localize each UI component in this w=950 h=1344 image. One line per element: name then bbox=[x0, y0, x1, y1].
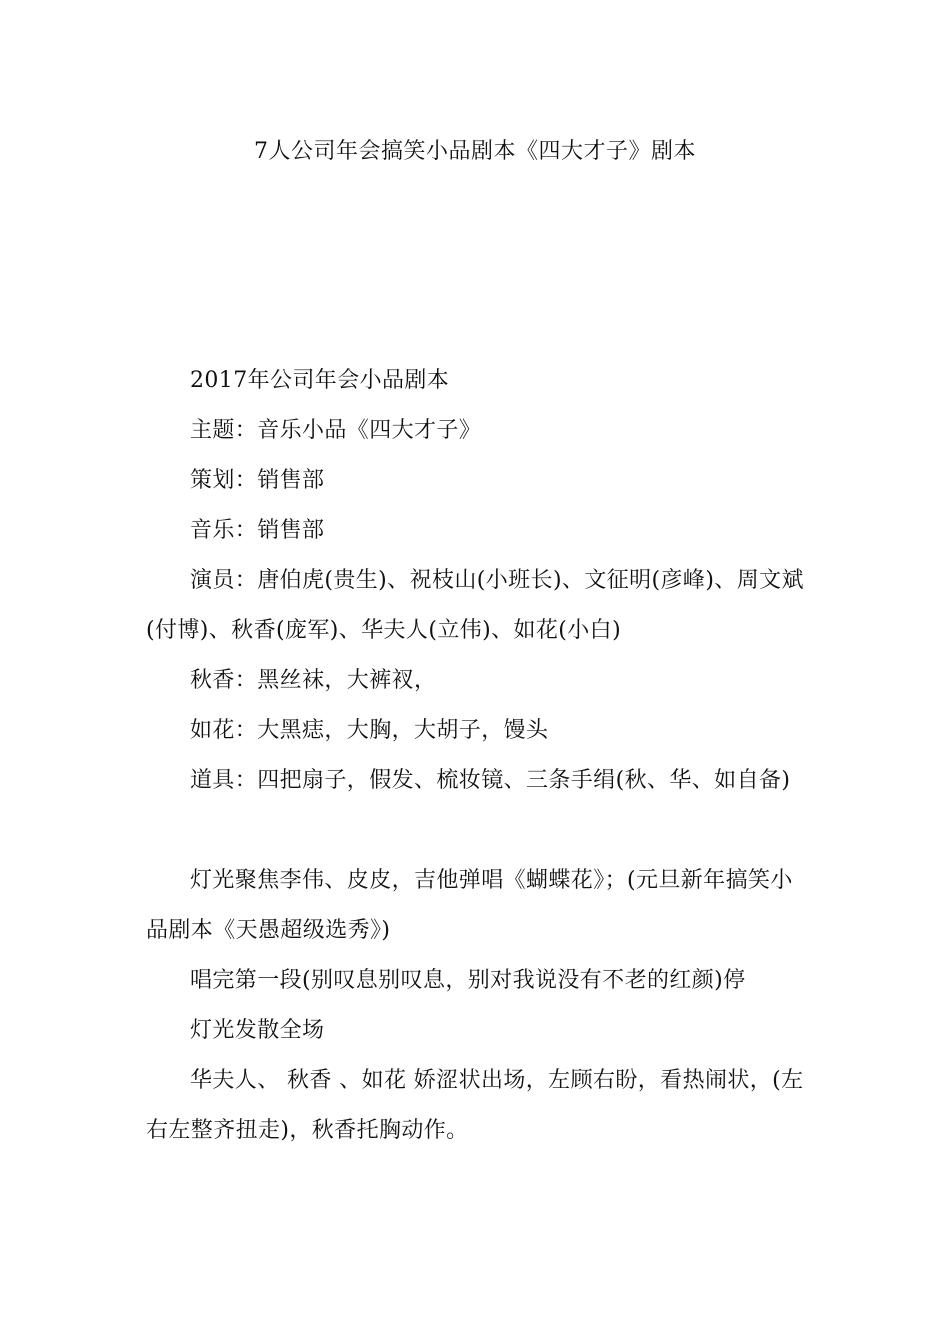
paragraph-planning: 策划：销售部 bbox=[190, 468, 325, 493]
paragraph-lighting-focus: 灯光聚焦李伟、皮皮，吉他弹唱《蝴蝶花》；(元旦新年搞笑小品剧本《天愚超级选秀》) bbox=[146, 868, 793, 943]
paragraph-music: 音乐：销售部 bbox=[190, 518, 325, 543]
paragraph-ruhua: 如花：大黑痣，大胸，大胡子，馒头 bbox=[190, 718, 549, 743]
paragraph-qiuxiang: 秋香：黑丝袜，大裤衩， bbox=[190, 668, 437, 693]
paragraph-entrance: 华夫人、 秋香 、如花 娇涩状出场，左顾右盼，看热闹状，(左右左整齐扭走)，秋香托胸动作。 bbox=[146, 1068, 804, 1143]
paragraph-song-pause: 唱完第一段(别叹息别叹息，别对我说没有不老的红颜)停 bbox=[190, 968, 746, 993]
paragraph-lighting-spread: 灯光发散全场 bbox=[190, 1018, 325, 1043]
paragraph-cast: 演员：唐伯虎(贵生)、祝枝山(小班长)、文征明(彦峰)、周文斌(付博)、秋香(庞军)、华夫人(立伟)、如花(小白) bbox=[146, 568, 804, 643]
paragraph-heading: 2017年公司年会小品剧本 bbox=[190, 368, 450, 393]
paragraph-theme: 主题：音乐小品《四大才子》 bbox=[190, 418, 482, 443]
document-body bbox=[146, 356, 806, 1156]
paragraph-props: 道具：四把扇子，假发、梳妆镜、三条手绢(秋、华、如自备) bbox=[190, 768, 791, 793]
document-title: 7人公司年会搞笑小品剧本《四大才子》剧本 bbox=[254, 139, 696, 164]
